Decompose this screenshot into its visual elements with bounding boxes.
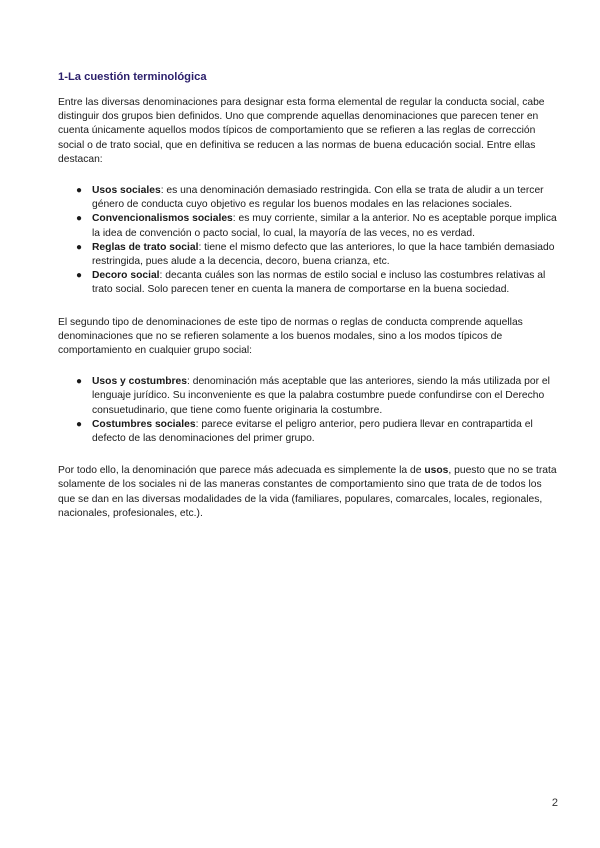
list-item (58, 375, 558, 418)
bullet-icon: ● (76, 376, 83, 388)
list-item-text: : denominación más aceptable que las anteriores, siendo la más utilizada por el lenguaje jurídico. Su inconveniente es que la palabra costumbre puede confundirse con el Derecho consuetudinario, que tiene como fuente originaria la costumbre. (92, 376, 550, 416)
list-item-term: Costumbres sociales (92, 418, 196, 430)
bullet-icon: ● (76, 270, 83, 282)
list-item-text: : parece evitarse el peligro anterior, pero pudiera llevar en contrapartida el defecto de las denominaciones del primer grupo. (92, 418, 533, 445)
list-item (58, 212, 558, 240)
list-item-term: Usos y costumbres (92, 376, 187, 388)
list-item-term: Reglas de trato social (92, 241, 199, 253)
list-item-term: Usos sociales (92, 185, 161, 197)
page-number: 2 (551, 797, 558, 809)
bullet-icon: ● (76, 241, 83, 253)
list-item (58, 269, 558, 297)
bullet-icon: ● (76, 418, 83, 430)
list-item-text: : es una denominación demasiado restringida. Con ella se trata de aludir a un tercer género de conducta cuyo objetivo es regular los buenos modales en las relaciones sociales. (92, 185, 544, 211)
bullet-icon: ● (76, 213, 83, 225)
document-page (58, 70, 558, 538)
bullet-icon: ● (76, 185, 83, 197)
list-item-term: Decoro social (92, 270, 160, 282)
second-group-list (58, 375, 558, 446)
list-item-term: Convencionalismos sociales (92, 213, 233, 225)
list-item-text: : es muy corriente, similar a la anterior. No es aceptable porque implica la idea de convención o pacto social, lo cual, la mayoría de las veces, no es verdad. (92, 213, 557, 239)
list-item (58, 241, 558, 269)
list-item-text: : decanta cuáles son las normas de estilo social e incluso las costumbres relativas al trato social. Solo parecen tener en cuenta la manera de comportarse en la buena sociedad. (92, 270, 546, 296)
conclusion-paragraph (58, 464, 558, 521)
conclusion-bold-term: usos (424, 465, 449, 477)
conclusion-text-after: , puesto que no se trata solamente de los sociales ni de las maneras constantes de comportamiento sino que trata de de todos los que se dan en las diversas modalidades de la vida (familiares, populares, comarcales, locales, regionales, nacionales, profesionales, etc.). (58, 465, 557, 519)
intro-paragraph: Entre las diversas denominaciones para designar esta forma elemental de regular la conducta social, cabe distinguir dos grupos bien definidos. Uno que comprende aquellas denominaciones que parecen tener en cuenta únicamente aquellos modos típicos de comportamiento que se refieren a las reglas de corrección social o de trato social, que en definitiva se reducen a las normas de buena educación social. Entre ellas destacan: (58, 97, 545, 165)
second-group-paragraph: El segundo tipo de denominaciones de este tipo de normas o reglas de conducta comprende aquellas denominaciones que no se refieren solamente a los buenos modales, sino a los modos típicos de comportamiento en cualquier grupo social: (58, 316, 523, 357)
list-item (58, 184, 558, 212)
first-group-list (58, 184, 558, 298)
conclusion-text-before: Por todo ello, la denominación que parece más adecuada es simplemente la de (58, 465, 425, 477)
list-item-text: : tiene el mismo defecto que las anteriores, lo que la hace también demasiado restringida, pues alude a la decencia, decoro, buena crianza, etc. (92, 241, 555, 268)
section-heading: 1-La cuestión terminológica (58, 71, 207, 83)
list-item (58, 418, 558, 446)
